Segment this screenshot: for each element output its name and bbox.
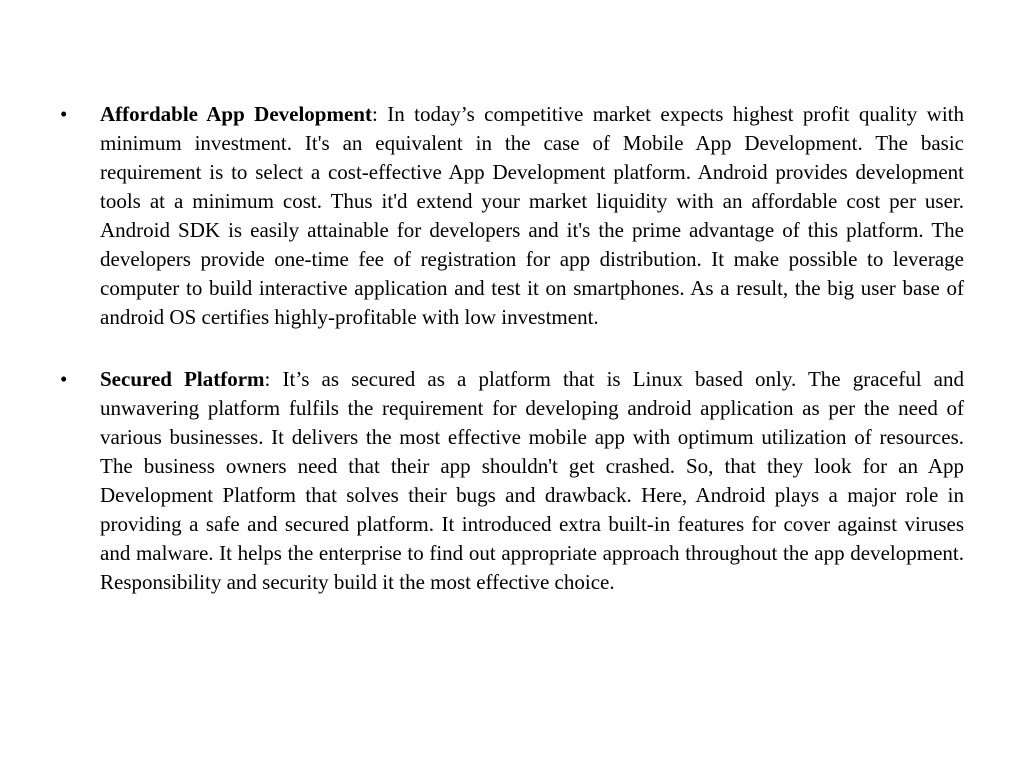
bullet-body: It’s as secured as a platform that is Linux based only. The graceful and unwavering platform fulfils the requirement for developing android application as per the need of various businesses. It delivers the most effective mobile app with optimum utilization of resources. The business owners need that their app shouldn't get crashed. So, that they look for an App Development Platform that solves their bugs and drawback. Here, Android plays a major role in providing a safe and secured platform. It introduced extra built-in features for cover against viruses and malware. It helps the enterprise to find out appropriate approach throughout the app development. Responsibility and security build it the most effective choice. <box>100 367 964 594</box>
bullet-body: In today’s competitive market expects highest profit quality with minimum investment. It's an equivalent in the case of Mobile App Development. The basic requirement is to select a cost-effective App Development platform. Android provides development tools at a minimum cost. Thus it'd extend your market liquidity with an affordable cost per user. Android SDK is easily attainable for developers and it's the prime advantage of this platform. The developers provide one-time fee of registration for app distribution. It make possible to leverage computer to build interactive application and test it on smartphones. As a result, the big user base of android OS certifies highly-profitable with low investment. <box>100 102 964 329</box>
bullet-paragraph <box>100 100 964 332</box>
bullet-separator: : <box>371 102 378 126</box>
bullet-paragraph <box>100 365 964 597</box>
bullet-dot-icon: • <box>60 102 68 126</box>
bullet-list <box>60 100 964 630</box>
bullet-item-affordable-app-development <box>60 100 964 332</box>
bullet-separator: : <box>264 367 271 391</box>
bullet-item-secured-platform <box>60 365 964 597</box>
bullet-dot-icon: • <box>60 367 68 391</box>
bullet-heading: Secured Platform <box>100 367 265 391</box>
bullet-heading: Affordable App Development <box>100 102 372 126</box>
